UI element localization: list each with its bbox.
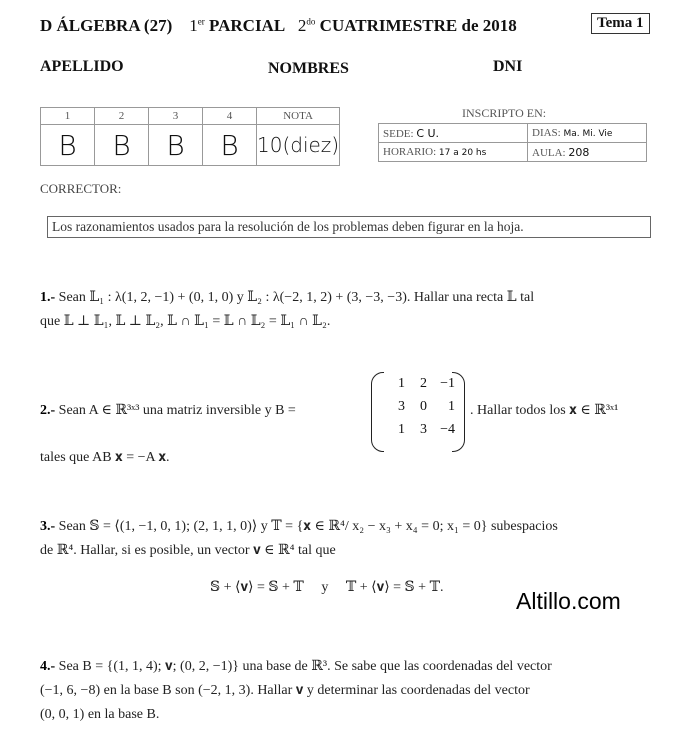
watermark: Altillo.com [516,588,621,614]
sede-value: C U. [416,126,440,140]
grade-value: B [203,125,257,166]
cuatrimestre-label: CUATRIMESTRE de 2018 [319,16,517,35]
question-text: que 𝕃 ⊥ 𝕃₁, 𝕃 ⊥ 𝕃₂, 𝕃 ∩ 𝕃₁ = 𝕃 ∩ 𝕃₂ = 𝕃₁ ∩ 𝕃₂. [40,314,331,329]
matrix-cell: −1 [440,376,455,391]
horario-label: HORARIO: [383,146,437,158]
final-grade: 10(diez) [257,125,340,166]
question-text: Sean A ∈ ℝ³ˣ³ una matriz inversible y B = [58,403,296,418]
question-number: 3.- [40,519,56,534]
question-text: Sean 𝕊 = ⟨(1, −1, 0, 1); (2, 1, 1, 0)⟩ y 𝕋 = {𝐱 ∈ ℝ⁴/ x₂ − x₃ + x₄ = 0; x₁ = 0} subespacios [58,519,558,534]
matrix-cell: 3 [398,399,405,414]
question-2 [40,399,296,423]
grade-header: 4 [203,108,257,125]
horario-value: 17 a 20 hs [438,148,487,158]
question-number: 1.- [40,290,56,305]
grade-header: 3 [149,108,203,125]
nombres-label: NOMBRES [268,60,349,77]
matrix-cell: 3 [420,422,427,437]
parcial-number: 1 [189,16,198,35]
parcial-sup: er [197,16,205,27]
left-paren [371,372,384,452]
question-text: (−1, 6, −8) en la base B son (−2, 1, 3). Hallar 𝐯 y determinar las coordenadas del vector [40,683,530,698]
question-text: . Hallar todos los 𝐱 ∈ ℝ³ˣ¹ [470,403,619,418]
formula: 𝕊 + ⟨𝐯⟩ = 𝕊 + 𝕋 y 𝕋 + ⟨𝐯⟩ = 𝕊 + 𝕋. [210,580,444,595]
parcial-label: PARCIAL [208,16,286,35]
question-text: (0, 0, 1) en la base B. [40,707,160,722]
inscripto-title: INSCRIPTO EN: [462,106,547,120]
question-text: Sean 𝕃₁ : λ(1, 2, −1) + (0, 1, 0) y 𝕃₂ : λ(−2, 1, 2) + (3, −3, −3). Hallar una recta 𝕃 tal [58,290,535,305]
apellido-label: APELLIDO [40,58,124,75]
inscripto-table [378,123,647,162]
grade-header: 1 [41,108,95,125]
grade-header: NOTA [257,108,340,125]
tema-badge: Tema 1 [591,13,650,34]
matrix-cell: 1 [398,422,405,437]
instructions-notice: Los razonamientos usados para la resolución de los problemas deben figurar en la hoja. [47,216,651,238]
course-name: D ÁLGEBRA (27) [40,16,173,35]
aula-label: AULA: [532,146,566,159]
question-number: 4.- [40,659,56,674]
grade-value: B [149,125,203,166]
right-paren [452,372,465,452]
matrix-cell: −4 [440,422,455,437]
question-text: Sea B = {(1, 1, 4); 𝐯; (0, 2, −1)} una base de ℝ³. Se sabe que las coordenadas del vector [58,659,552,674]
exam-title [40,16,517,36]
matrix-cell: 1 [398,376,405,391]
cuatri-sup: do [306,16,316,27]
cuatri-number: 2 [297,16,307,35]
matrix-cell: 2 [420,376,427,391]
question-text: de ℝ⁴. Hallar, si es posible, un vector 𝐯 ∈ ℝ⁴ tal que [40,543,336,558]
question-1 [40,286,534,334]
grade-value: B [41,125,95,166]
aula-value: 208 [568,145,590,159]
corrector-label: CORRECTOR: [40,181,122,196]
matrix-b [371,372,465,450]
question-4 [40,655,552,727]
dni-label: DNI [493,58,523,75]
dias-label: DIAS: [532,127,561,139]
grade-header: 2 [95,108,149,125]
grade-value: B [95,125,149,166]
question-text: tales que AB 𝐱 = −A 𝐱. [40,450,170,465]
question-3 [40,515,558,563]
matrix-cell: 0 [420,399,427,414]
question-number: 2.- [40,403,56,418]
grades-table [40,107,340,166]
dias-value: Ma. Mi. Vie [563,129,613,139]
matrix-cell: 1 [448,399,455,414]
sede-label: SEDE: [383,127,414,140]
